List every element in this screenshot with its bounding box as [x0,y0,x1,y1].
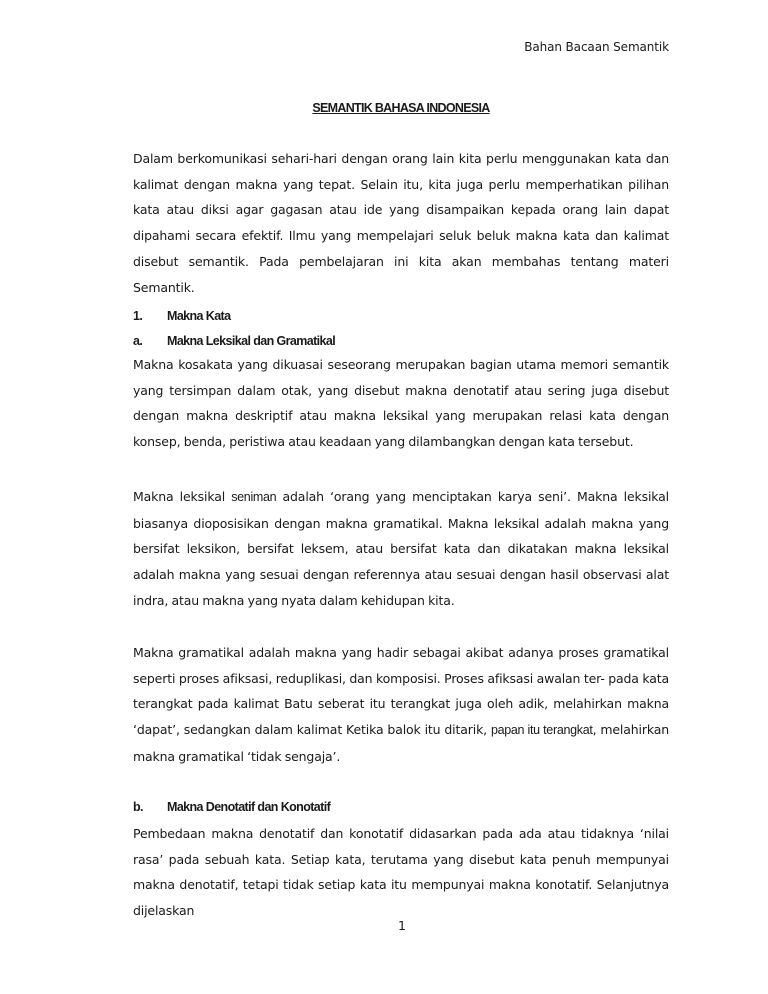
paragraph-makna-gramatikal [133,640,669,770]
document-title: SEMANTIK BAHASA INDONESIA [312,101,490,115]
text-run: Makna leksikal [133,489,232,504]
page-number: 1 [398,918,406,933]
term-papan-terangkat: papan itu terangkat [490,723,593,738]
term-seniman: seniman [231,490,277,504]
paragraph-makna-leksikal: Makna kosakata yang dikuasai seseorang merupakan bagian utama memori semantik yang tersimpan dalam otak, yang disebut makna denotatif atau sering juga disebut dengan makna deskriptif atau makna leksikal yang merupakan relasi kata dengan konsep, benda, peristiwa atau keadaan yang dilambangkan dengan kata tersebut. [133,357,669,450]
subsection-title: Makna Denotatif dan Konotatif [167,800,331,814]
text-run: adalah ‘orang yang menciptakan karya seni’. Makna leksikal biasanya dioposisikan dengan makna gramatikal. Makna leksikal adalah makna yang bersifat leksikon, bersifat leksem, atau bersifat kata dan dikatakan makna leksikal adalah makna yang sesuai dengan referennya atau sesuai dengan hasil observasi alat indra, atau makna yang nyata dalam kehidupan kita. [133,489,669,608]
section-number: 1. [133,309,143,323]
subsection-title: Makna Leksikal dan Gramatikal [167,334,336,348]
subsection-heading-denotatif-konotatif [133,800,330,814]
subsection-heading-leksikal-gramatikal [133,334,335,348]
text-run: Makna gramatikal adalah makna yang hadir sebagai akibat adanya proses gramatikal seperti proses afiksasi, reduplikasi, dan komposisi. Proses afiksasi awalan ter- pada kata terangkat pada kalimat Batu seberat itu terangkat juga oleh adik, melahirkan makna ‘dapat’, sedangkan dalam kalimat Ketika balok itu ditarik, [133,645,669,738]
paragraph-denotatif-konotatif: Pembedaan makna denotatif dan konotatif didasarkan pada ada atau tidaknya ‘nilai rasa’ pada sebuah kata. Setiap kata, terutama yang disebut kata penuh mempunyai makna denotatif, tetapi tidak setiap kata itu mempunyai makna konotatif. Selanjutnya dijelaskan [133,826,669,919]
text-run: , melahirkan makna gramatikal ‘tidak sengaja’. [133,722,669,764]
subsection-letter: a. [133,334,143,348]
running-header: Bahan Bacaan Semantik [524,40,669,54]
section-heading-makna-kata [133,309,230,323]
paragraph-leksikal-seniman [133,484,669,614]
subsection-letter: b. [133,800,143,814]
section-title: Makna Kata [167,309,231,323]
intro-paragraph: Dalam berkomunikasi sehari-hari dengan orang lain kita perlu menggunakan kata dan kalimat dengan makna yang tepat. Selain itu, kita juga perlu memperhatikan pilihan kata atau diksi agar gagasan atau ide yang disampaikan kepada orang lain dapat dipahami secara efektif. Ilmu yang mempelajari seluk beluk makna kata dan kalimat disebut semantik. Pada pembelajaran ini kita akan membahas tentang materi Semantik. [133,151,669,295]
